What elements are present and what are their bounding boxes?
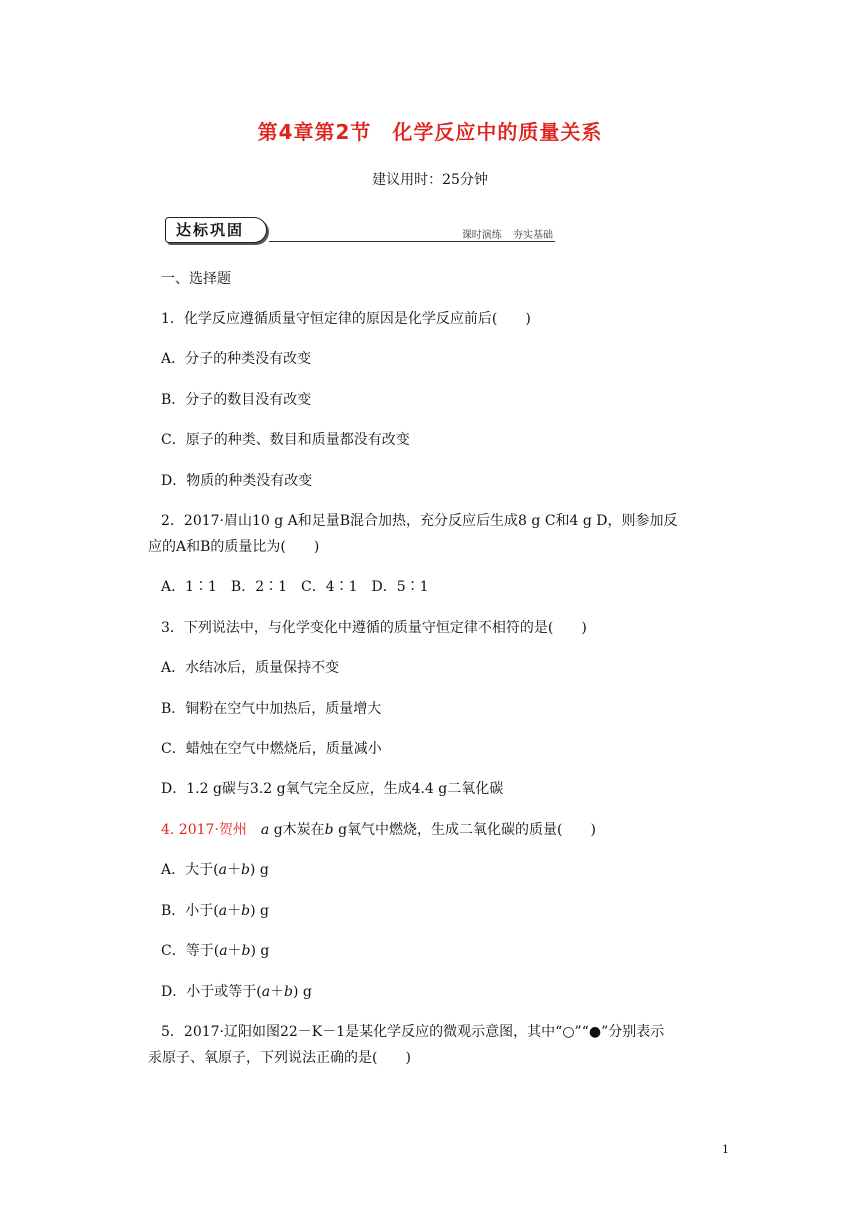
q1-option-a: A．分子的种类没有改变 — [161, 351, 312, 367]
q3-stem: 3．下列说法中，与化学变化中遵循的质量守恒定律不相符的是( ) — [161, 620, 587, 636]
q4-option-c-label: C．等于( — [161, 943, 220, 959]
q4-option-a-var-b: b — [240, 862, 250, 878]
q4-option-a — [161, 859, 269, 879]
q4-source: 2017·贺州 — [174, 822, 247, 838]
q4-option-d — [161, 981, 312, 1001]
q4-option-a-var-a: a — [218, 862, 227, 878]
q2-stem-line2: 应的A和B的质量比为( ) — [148, 539, 320, 555]
q4-option-d-var-a: a — [261, 984, 271, 1000]
q3-option-b: B．铜粉在空气中加热后，质量增大 — [161, 701, 382, 717]
page-title: 第4章第2节 化学反应中的质量关系 — [257, 120, 603, 144]
q4-option-b — [161, 900, 269, 920]
q4-option-d-unit: ) g — [293, 984, 312, 1000]
q4-option-c-var-a: a — [219, 943, 228, 959]
q4-option-a-label: A．大于( — [161, 862, 219, 878]
q4-option-c-unit: ) g — [250, 943, 270, 959]
q2-options: A．1∶1 B．2∶1 C．4∶1 D．5∶1 — [161, 579, 429, 595]
section-heading: 一、选择题 — [161, 271, 231, 287]
q1-option-d: D．物质的种类没有改变 — [161, 473, 313, 489]
q4-option-b-label: B．小于( — [161, 903, 219, 919]
q4-option-a-plus: ＋ — [226, 862, 241, 878]
q3-option-a: A．水结冰后，质量保持不变 — [161, 660, 340, 676]
suggested-time: 建议用时：25分钟 — [372, 172, 488, 188]
q1-stem: 1．化学反应遵循质量守恒定律的原因是化学反应前后( ) — [161, 311, 531, 327]
banner-rule — [269, 241, 555, 242]
q4-stem — [161, 819, 596, 839]
q5-stem-line1: 5．2017·辽阳如图22－K－1是某化学反应的微观示意图，其中“○”“●”分别表示 — [161, 1024, 665, 1040]
q4-var-b: b — [324, 822, 334, 838]
q4-stem-c: g氧气中燃烧，生成二氧化碳的质量( ) — [333, 822, 596, 838]
q4-option-b-plus: ＋ — [227, 903, 242, 919]
q4-option-d-var-b: b — [284, 984, 294, 1000]
q4-option-a-unit: ) g — [249, 862, 269, 878]
banner-tag: 课时演练 夯实基础 — [461, 230, 553, 241]
q4-option-d-label: D．小于或等于( — [161, 984, 262, 1000]
q4-var-a: a — [260, 822, 270, 838]
page-number: 1 — [722, 1143, 729, 1156]
q3-option-d: D．1.2 g碳与3.2 g氧气完全反应，生成4.4 g二氧化碳 — [161, 781, 504, 797]
q1-option-b: B．分子的数目没有改变 — [161, 392, 312, 408]
q4-option-c-plus: ＋ — [227, 943, 242, 959]
banner-label: 达标巩固 — [165, 217, 267, 243]
q4-option-c — [161, 940, 269, 960]
q1-option-c: C．原子的种类、数目和质量都没有改变 — [161, 432, 410, 448]
q4-option-b-var-b: b — [241, 903, 251, 919]
q4-option-b-unit: ) g — [250, 903, 269, 919]
q3-option-c: C．蜡烛在空气中燃烧后，质量减小 — [161, 741, 382, 757]
q4-option-b-var-a: a — [218, 903, 228, 919]
q4-option-d-plus: ＋ — [270, 984, 285, 1000]
q2-stem-line1: 2．2017·眉山10 g A和足量B混合加热，充分反应后生成8 g C和4 g D，则参加反 — [161, 513, 678, 529]
q4-option-c-var-b: b — [241, 943, 251, 959]
q4-stem-b: g木炭在 — [269, 822, 325, 838]
q5-stem-line2: 汞原子、氧原子，下列说法正确的是( ) — [148, 1050, 411, 1066]
section-banner — [165, 217, 555, 247]
q4-number: 4. — [161, 822, 175, 838]
